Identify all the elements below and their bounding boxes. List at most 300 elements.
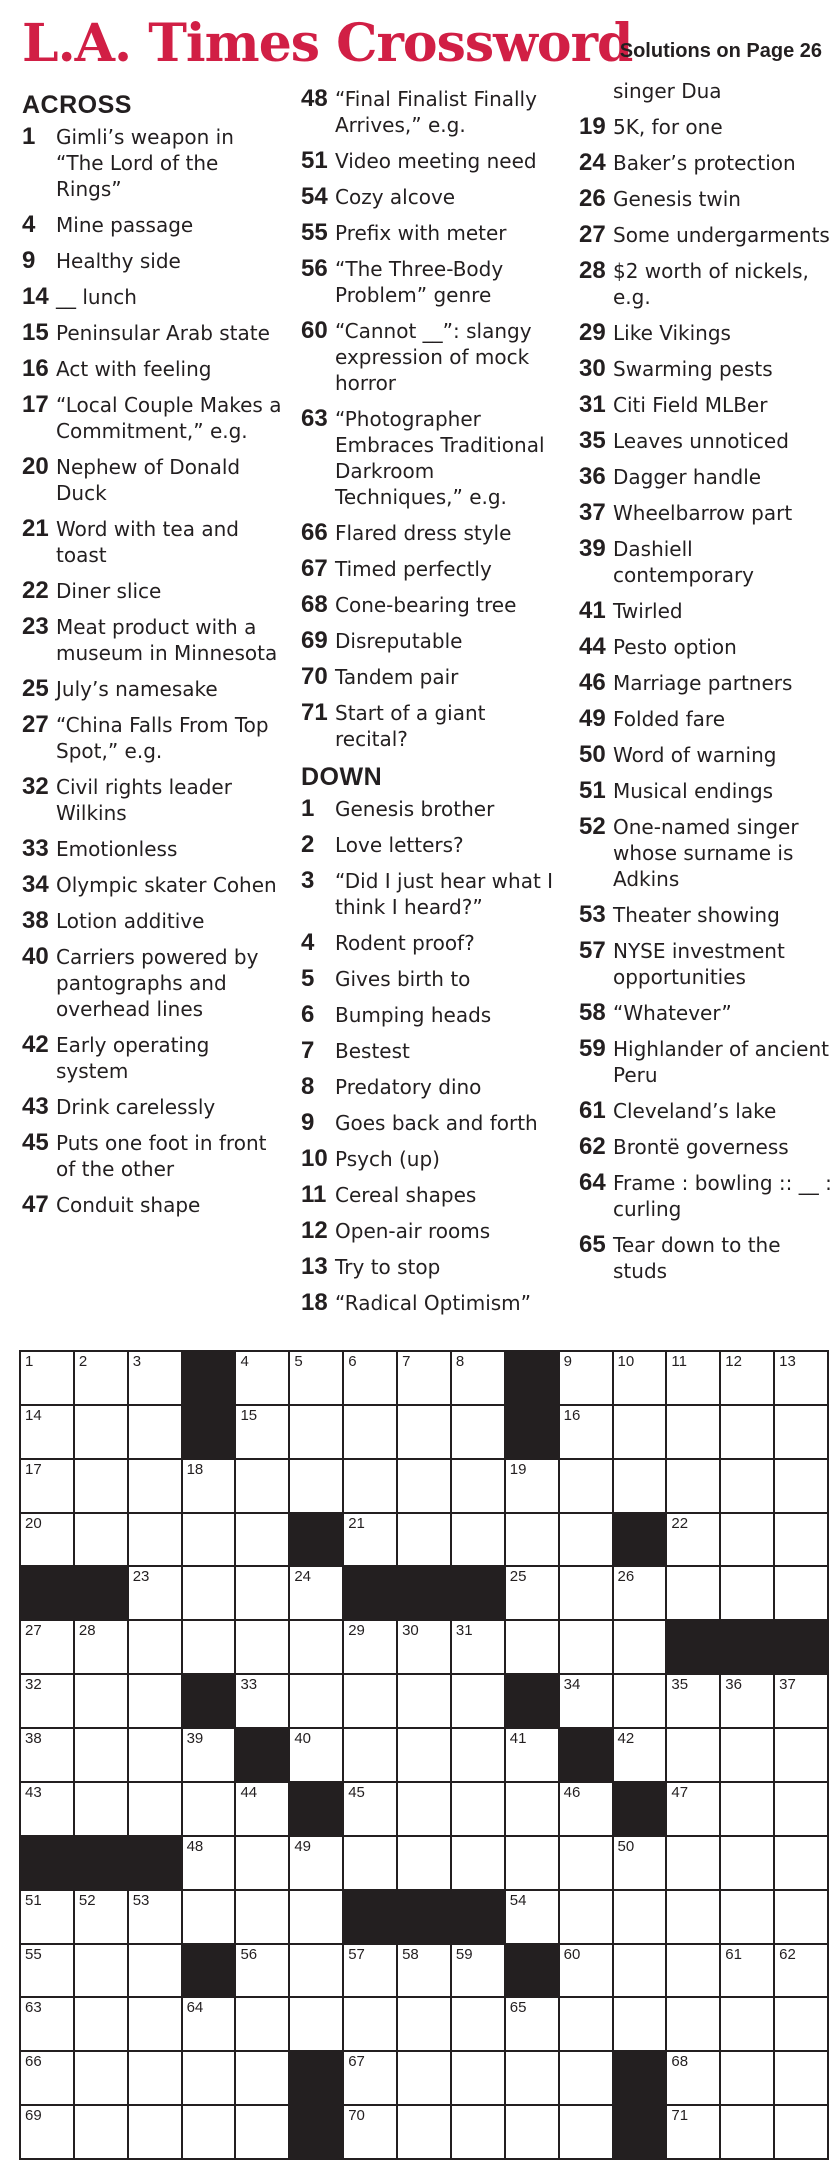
- grid-cell[interactable]: [344, 2106, 396, 2158]
- clue-number: 56: [301, 255, 328, 282]
- grid-cell[interactable]: [667, 1406, 719, 1458]
- grid-cell[interactable]: [614, 1406, 666, 1458]
- clue: [301, 868, 561, 920]
- grid-cell[interactable]: [506, 1460, 558, 1512]
- clue-number: 39: [579, 535, 606, 562]
- grid-cell[interactable]: [290, 1891, 342, 1943]
- grid-cell[interactable]: [290, 1621, 342, 1673]
- grid-cell[interactable]: [183, 1621, 235, 1673]
- grid-cell[interactable]: [344, 1621, 396, 1673]
- solutions-note: Solutions on Page 26: [619, 40, 822, 62]
- grid-cell[interactable]: [290, 1567, 342, 1619]
- grid-cell[interactable]: [183, 1783, 235, 1835]
- grid-cell[interactable]: [775, 1352, 827, 1404]
- grid-cell[interactable]: [290, 1406, 342, 1458]
- grid-cell[interactable]: [290, 1352, 342, 1404]
- clue-number: 35: [579, 427, 606, 454]
- grid-cell[interactable]: [721, 1514, 773, 1566]
- grid-cell[interactable]: [667, 1514, 719, 1566]
- grid-cell[interactable]: [775, 1406, 827, 1458]
- grid-cell[interactable]: [236, 1406, 288, 1458]
- clue: [301, 966, 561, 992]
- clue-number: 53: [579, 901, 606, 928]
- grid-cell[interactable]: [452, 1460, 504, 1512]
- grid-cell[interactable]: [775, 1945, 827, 1997]
- grid-cell[interactable]: [398, 1945, 450, 1997]
- grid-cell[interactable]: [75, 2052, 127, 2104]
- grid-cell[interactable]: [344, 1945, 396, 1997]
- grid-cell[interactable]: [344, 1837, 396, 1889]
- grid-cell[interactable]: [614, 1460, 666, 1512]
- clue-text: Civil rights leader Wilkins: [56, 775, 232, 825]
- grid-cell[interactable]: [775, 2052, 827, 2104]
- grid-cell[interactable]: [560, 1998, 612, 2050]
- black-square: [290, 2106, 342, 2158]
- grid-cell[interactable]: [129, 1998, 181, 2050]
- grid-cell[interactable]: [506, 1621, 558, 1673]
- grid-cell[interactable]: [667, 1460, 719, 1512]
- grid-cell[interactable]: [75, 1783, 127, 1835]
- black-square: [452, 1891, 504, 1943]
- black-square: [129, 1837, 181, 1889]
- clue: [579, 428, 837, 454]
- clue-text: Emotionless: [56, 837, 178, 861]
- clue-number: 46: [579, 669, 606, 696]
- cell-number: 37: [779, 1676, 796, 1694]
- cell-number: 16: [563, 1406, 581, 1424]
- grid-cell[interactable]: [236, 1783, 288, 1835]
- clue: [22, 124, 282, 202]
- grid-cell[interactable]: [21, 1621, 73, 1673]
- clue: [301, 520, 561, 546]
- grid-cell[interactable]: [721, 1891, 773, 1943]
- grid-cell[interactable]: [129, 1729, 181, 1781]
- clue-number: 44: [579, 633, 606, 660]
- grid-cell[interactable]: [667, 1352, 719, 1404]
- grid-cell[interactable]: [398, 1729, 450, 1781]
- grid-cell[interactable]: [560, 1837, 612, 1889]
- grid-cell[interactable]: [398, 2106, 450, 2158]
- clue-text: “China Falls From Top Spot,” e.g.: [56, 713, 269, 763]
- cell-number: 56: [240, 1945, 258, 1963]
- grid-cell[interactable]: [21, 1675, 73, 1727]
- grid-cell[interactable]: [452, 1514, 504, 1566]
- cell-number: 52: [78, 1891, 96, 1909]
- grid-cell[interactable]: [75, 1945, 127, 1997]
- grid-cell[interactable]: [344, 1729, 396, 1781]
- grid-cell[interactable]: [236, 1460, 288, 1512]
- cell-number: 59: [455, 1945, 473, 1963]
- grid-cell[interactable]: [452, 1675, 504, 1727]
- grid-cell[interactable]: [290, 1460, 342, 1512]
- grid-cell[interactable]: [560, 1514, 612, 1566]
- clue-number: 21: [22, 515, 49, 542]
- grid-cell[interactable]: [775, 1460, 827, 1512]
- grid-cell[interactable]: [560, 2052, 612, 2104]
- clue-number: 67: [301, 555, 328, 582]
- cell-number: 4: [240, 1353, 249, 1370]
- grid-cell[interactable]: [721, 1945, 773, 1997]
- grid-cell[interactable]: [129, 1460, 181, 1512]
- grid-cell[interactable]: [452, 1621, 504, 1673]
- grid-cell[interactable]: [183, 1514, 235, 1566]
- grid-cell[interactable]: [614, 1945, 666, 1997]
- grid-cell[interactable]: [236, 1837, 288, 1889]
- grid-cell[interactable]: [667, 1837, 719, 1889]
- clue-text: “Local Couple Makes a Commitment,” e.g.: [56, 393, 282, 443]
- grid-cell[interactable]: [721, 1729, 773, 1781]
- grid-cell[interactable]: [236, 2106, 288, 2158]
- grid-cell[interactable]: [775, 1729, 827, 1781]
- grid-cell[interactable]: [398, 1514, 450, 1566]
- grid-cell[interactable]: [506, 1729, 558, 1781]
- grid-cell[interactable]: [452, 1352, 504, 1404]
- grid-cell[interactable]: [775, 1837, 827, 1889]
- clue: [301, 184, 561, 210]
- clue: [579, 902, 837, 928]
- clue-text: Carriers powered by pantographs and overhead lines: [56, 945, 259, 1021]
- grid-cell[interactable]: [452, 1729, 504, 1781]
- grid-cell[interactable]: [75, 1621, 127, 1673]
- clue-number: 34: [22, 871, 49, 898]
- grid-cell[interactable]: [452, 2052, 504, 2104]
- clue-text: July’s namesake: [56, 677, 218, 701]
- grid-cell[interactable]: [344, 1998, 396, 2050]
- grid-cell[interactable]: [129, 1621, 181, 1673]
- clue: [301, 220, 561, 246]
- grid-cell[interactable]: [21, 1460, 73, 1512]
- clue-number: 26: [579, 185, 606, 212]
- grid-cell[interactable]: [614, 1567, 666, 1619]
- clue-text: Act with feeling: [56, 357, 212, 381]
- grid-cell[interactable]: [775, 1675, 827, 1727]
- grid-cell[interactable]: [21, 1352, 73, 1404]
- cell-number: 18: [186, 1460, 204, 1478]
- cell-number: 12: [725, 1353, 742, 1370]
- grid-cell[interactable]: [21, 1945, 73, 1997]
- grid-cell[interactable]: [667, 1998, 719, 2050]
- grid-cell[interactable]: [398, 1406, 450, 1458]
- grid-cell[interactable]: [452, 2106, 504, 2158]
- cell-number: 26: [617, 1568, 635, 1586]
- grid-cell[interactable]: [614, 1891, 666, 1943]
- black-square: [614, 2052, 666, 2104]
- black-square: [560, 1729, 612, 1781]
- clue-text: Goes back and forth: [335, 1111, 538, 1135]
- grid-cell[interactable]: [721, 2106, 773, 2158]
- grid-cell[interactable]: [398, 1837, 450, 1889]
- grid-cell[interactable]: [775, 1514, 827, 1566]
- grid-cell[interactable]: [775, 1567, 827, 1619]
- grid-cell[interactable]: [452, 1837, 504, 1889]
- grid-cell[interactable]: [183, 2052, 235, 2104]
- grid-cell[interactable]: [614, 1675, 666, 1727]
- grid-cell[interactable]: [21, 1998, 73, 2050]
- cell-number: 2: [78, 1353, 88, 1370]
- grid-cell[interactable]: [129, 1567, 181, 1619]
- black-square: [506, 1352, 558, 1404]
- grid-cell[interactable]: [721, 1352, 773, 1404]
- grid-cell[interactable]: [667, 1675, 719, 1727]
- grid-cell[interactable]: [452, 1783, 504, 1835]
- grid-cell[interactable]: [560, 1567, 612, 1619]
- grid-cell[interactable]: [290, 1945, 342, 1997]
- grid-cell[interactable]: [129, 2052, 181, 2104]
- grid-cell[interactable]: [129, 1352, 181, 1404]
- clue-text: 5K, for one: [613, 115, 723, 139]
- clue-number: 47: [22, 1191, 49, 1218]
- clue-number: 22: [22, 577, 49, 604]
- clue: [301, 1146, 561, 1172]
- clue-text: Disreputable: [335, 629, 463, 653]
- clue-number: 49: [579, 705, 606, 732]
- clue: [22, 248, 282, 274]
- grid-cell[interactable]: [560, 1783, 612, 1835]
- grid-cell[interactable]: [129, 2106, 181, 2158]
- clue-text: Cleveland’s lake: [613, 1099, 777, 1123]
- clue-number: 52: [579, 813, 606, 840]
- crossword-grid: [19, 1350, 829, 2160]
- grid-cell[interactable]: [667, 1891, 719, 1943]
- clue-column-1: [22, 86, 282, 1228]
- grid-cell[interactable]: [721, 1998, 773, 2050]
- grid-cell[interactable]: [236, 1514, 288, 1566]
- grid-cell[interactable]: [506, 1567, 558, 1619]
- clue: [579, 670, 837, 696]
- grid-cell[interactable]: [398, 1998, 450, 2050]
- cell-number: 41: [509, 1730, 527, 1748]
- black-square: [452, 1567, 504, 1619]
- cell-number: 58: [402, 1945, 419, 1963]
- clue-text: Folded fare: [613, 707, 726, 731]
- grid-cell[interactable]: [183, 1567, 235, 1619]
- grid-cell[interactable]: [721, 1837, 773, 1889]
- grid-cell[interactable]: [506, 1514, 558, 1566]
- grid-cell[interactable]: [560, 2106, 612, 2158]
- cell-number: 69: [25, 2107, 42, 2125]
- grid-cell[interactable]: [560, 1460, 612, 1512]
- clue-number: 68: [301, 591, 328, 618]
- cell-number: 70: [348, 2107, 365, 2125]
- grid-cell[interactable]: [236, 1621, 288, 1673]
- cell-number: 42: [617, 1730, 635, 1748]
- grid-cell[interactable]: [75, 1406, 127, 1458]
- grid-cell[interactable]: [183, 1729, 235, 1781]
- clue-text: Try to stop: [335, 1255, 441, 1279]
- grid-cell[interactable]: [75, 1729, 127, 1781]
- grid-cell[interactable]: [290, 1837, 342, 1889]
- clue-text: Prefix with meter: [335, 221, 507, 245]
- grid-cell[interactable]: [21, 1729, 73, 1781]
- grid-cell[interactable]: [129, 1406, 181, 1458]
- clue-text: Brontë governess: [613, 1135, 789, 1159]
- grid-cell[interactable]: [506, 2052, 558, 2104]
- grid-cell[interactable]: [560, 1675, 612, 1727]
- grid-cell[interactable]: [667, 1567, 719, 1619]
- grid-cell[interactable]: [667, 1729, 719, 1781]
- black-square: [21, 1837, 73, 1889]
- grid-cell[interactable]: [560, 1945, 612, 1997]
- grid-cell[interactable]: [75, 1998, 127, 2050]
- clue-text: Healthy side: [56, 249, 181, 273]
- cell-number: 27: [25, 1622, 42, 1640]
- grid-cell[interactable]: [21, 2106, 73, 2158]
- grid-cell[interactable]: [560, 1352, 612, 1404]
- cell-number: 49: [294, 1837, 312, 1855]
- clue-text: One-named singer whose surname is Adkins: [613, 815, 799, 891]
- grid-cell[interactable]: [775, 1998, 827, 2050]
- grid-cell[interactable]: [129, 1675, 181, 1727]
- clue-number: 9: [22, 247, 36, 274]
- grid-cell[interactable]: [75, 2106, 127, 2158]
- grid-cell[interactable]: [560, 1621, 612, 1673]
- grid-cell[interactable]: [775, 1783, 827, 1835]
- grid-cell[interactable]: [183, 1891, 235, 1943]
- clue-number: 50: [579, 741, 606, 768]
- grid-cell[interactable]: [667, 2106, 719, 2158]
- cell-number: 38: [25, 1730, 42, 1748]
- clue-text: __ lunch: [56, 285, 137, 309]
- grid-cell[interactable]: [614, 1729, 666, 1781]
- grid-cell[interactable]: [667, 2052, 719, 2104]
- clue-text: Musical endings: [613, 779, 774, 803]
- grid-cell[interactable]: [183, 1837, 235, 1889]
- grid-cell[interactable]: [506, 1783, 558, 1835]
- cell-number: 39: [186, 1730, 204, 1748]
- grid-cell[interactable]: [344, 1675, 396, 1727]
- grid-cell[interactable]: [614, 1998, 666, 2050]
- grid-cell[interactable]: [344, 1514, 396, 1566]
- clue: [579, 222, 837, 248]
- grid-cell[interactable]: [614, 1621, 666, 1673]
- grid-cell[interactable]: [21, 1783, 73, 1835]
- clue: [22, 578, 282, 604]
- grid-cell[interactable]: [75, 1675, 127, 1727]
- clue-text: $2 worth of nickels, e.g.: [613, 259, 809, 309]
- clue-number: 62: [579, 1133, 606, 1160]
- clue-text: Genesis brother: [335, 797, 495, 821]
- grid-cell[interactable]: [236, 2052, 288, 2104]
- grid-cell[interactable]: [236, 1352, 288, 1404]
- clue: [579, 258, 837, 310]
- clue-number: 58: [579, 999, 606, 1026]
- clue-text: Mine passage: [56, 213, 194, 237]
- grid-cell[interactable]: [344, 1406, 396, 1458]
- grid-cell[interactable]: [721, 2052, 773, 2104]
- grid-cell[interactable]: [667, 1945, 719, 1997]
- grid-cell[interactable]: [75, 1460, 127, 1512]
- clue-text: Gimli’s weapon in “The Lord of the Rings”: [56, 125, 234, 201]
- grid-cell[interactable]: [775, 1891, 827, 1943]
- clue-text: Video meeting need: [335, 149, 537, 173]
- grid-cell[interactable]: [236, 1945, 288, 1997]
- grid-cell[interactable]: [452, 1998, 504, 2050]
- grid-cell[interactable]: [344, 1783, 396, 1835]
- grid-cell[interactable]: [560, 1406, 612, 1458]
- grid-cell[interactable]: [721, 1675, 773, 1727]
- clue-number: 20: [22, 453, 49, 480]
- grid-cell[interactable]: [183, 1460, 235, 1512]
- grid-cell[interactable]: [21, 1514, 73, 1566]
- grid-cell[interactable]: [667, 1783, 719, 1835]
- grid-cell[interactable]: [452, 1406, 504, 1458]
- grid-cell[interactable]: [560, 1891, 612, 1943]
- grid-cell[interactable]: [75, 1891, 127, 1943]
- clue-number: 40: [22, 943, 49, 970]
- clue: [301, 628, 561, 654]
- grid-cell[interactable]: [721, 1406, 773, 1458]
- grid-cell[interactable]: [129, 1891, 181, 1943]
- grid-cell[interactable]: [290, 1998, 342, 2050]
- clue-number: 66: [301, 519, 328, 546]
- grid-cell[interactable]: [236, 1675, 288, 1727]
- grid-cell[interactable]: [398, 1460, 450, 1512]
- grid-cell[interactable]: [129, 1514, 181, 1566]
- grid-cell[interactable]: [183, 1998, 235, 2050]
- grid-cell[interactable]: [236, 1998, 288, 2050]
- cell-number: 15: [240, 1406, 258, 1424]
- grid-cell[interactable]: [21, 1891, 73, 1943]
- grid-cell[interactable]: [344, 1352, 396, 1404]
- grid-cell[interactable]: [21, 1406, 73, 1458]
- grid-cell[interactable]: [183, 2106, 235, 2158]
- grid-cell[interactable]: [129, 1945, 181, 1997]
- grid-cell[interactable]: [290, 1729, 342, 1781]
- black-square: [236, 1729, 288, 1781]
- grid-cell[interactable]: [236, 1567, 288, 1619]
- grid-cell[interactable]: [398, 1621, 450, 1673]
- clue: [22, 908, 282, 934]
- black-square: [75, 1837, 127, 1889]
- clue-text: “Did I just hear what I think I heard?”: [335, 869, 554, 919]
- grid-cell[interactable]: [506, 1998, 558, 2050]
- grid-cell[interactable]: [452, 1945, 504, 1997]
- grid-cell[interactable]: [236, 1891, 288, 1943]
- clue-number: 2: [301, 831, 315, 858]
- clue: [22, 454, 282, 506]
- grid-cell[interactable]: [506, 2106, 558, 2158]
- black-square: [614, 2106, 666, 2158]
- grid-cell[interactable]: [614, 1837, 666, 1889]
- grid-cell[interactable]: [75, 1352, 127, 1404]
- grid-cell[interactable]: [344, 1460, 396, 1512]
- grid-cell[interactable]: [21, 2052, 73, 2104]
- grid-cell[interactable]: [614, 1352, 666, 1404]
- grid-cell[interactable]: [290, 1675, 342, 1727]
- clue: [301, 406, 561, 510]
- grid-cell[interactable]: [75, 1514, 127, 1566]
- grid-cell[interactable]: [398, 1783, 450, 1835]
- grid-cell[interactable]: [721, 1460, 773, 1512]
- grid-cell[interactable]: [129, 1783, 181, 1835]
- grid-cell[interactable]: [721, 1783, 773, 1835]
- clue: [301, 148, 561, 174]
- grid-cell[interactable]: [398, 2052, 450, 2104]
- clue: [301, 592, 561, 618]
- clue-number: 42: [22, 1031, 49, 1058]
- cell-number: 10: [617, 1353, 635, 1370]
- grid-cell[interactable]: [398, 1352, 450, 1404]
- grid-cell[interactable]: [506, 1837, 558, 1889]
- black-square: [721, 1621, 773, 1673]
- grid-cell[interactable]: [344, 2052, 396, 2104]
- clue-column-3: [579, 79, 837, 1294]
- grid-cell[interactable]: [721, 1567, 773, 1619]
- grid-cell[interactable]: [506, 1891, 558, 1943]
- grid-cell[interactable]: [398, 1675, 450, 1727]
- clue-number: 57: [579, 937, 606, 964]
- grid-cell[interactable]: [775, 2106, 827, 2158]
